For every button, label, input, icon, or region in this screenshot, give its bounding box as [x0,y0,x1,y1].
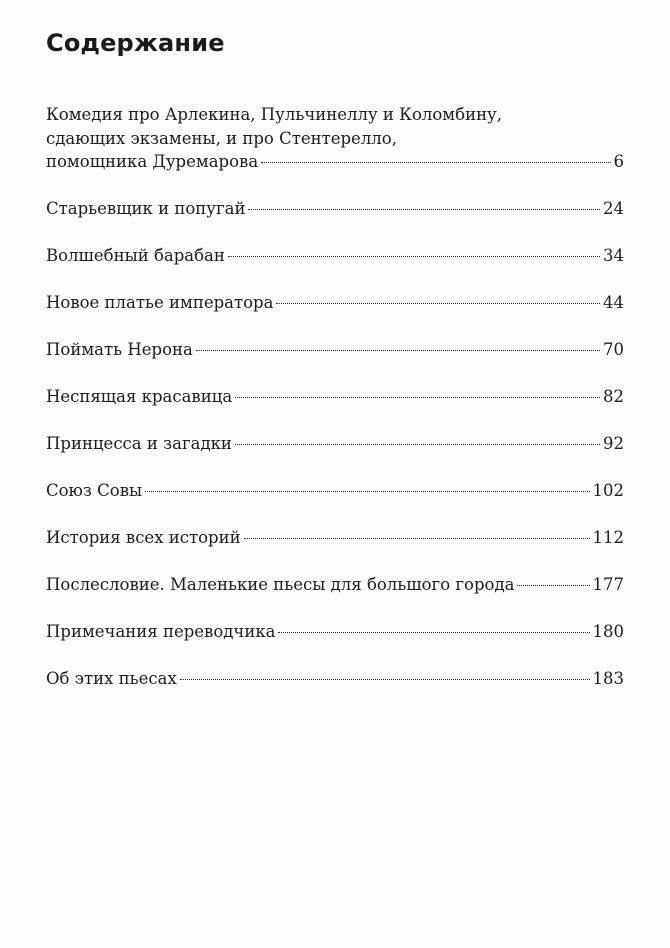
toc-entry-title: Поймать Нерона [46,340,193,359]
toc-entry[interactable] [46,103,624,174]
toc-entry[interactable] [46,432,624,456]
toc-page-number: 82 [603,387,624,406]
toc-page-number: 183 [592,669,624,688]
toc-list [46,103,624,691]
toc-page-number: 177 [592,575,624,594]
dot-leader [278,632,589,633]
toc-entry-title-line: помощника Дуремарова [46,152,259,171]
dot-leader [235,444,600,445]
toc-entry[interactable] [46,573,624,597]
toc-entry-title: Примечания переводчика [46,622,276,641]
page-title: Содержание [46,29,225,57]
toc-entry-title: Новое платье императора [46,293,274,312]
toc-page-number: 180 [592,622,624,641]
toc-page-number: 6 [613,152,624,171]
toc-entry-title: Принцесса и загадки [46,434,232,453]
toc-page-number: 34 [603,246,624,265]
toc-entry[interactable] [46,385,624,409]
dot-leader [248,209,600,210]
dot-leader [517,585,589,586]
dot-leader [180,679,590,680]
toc-entry-title-line: сдающих экзамены, и про Стентерелло, [46,128,397,148]
toc-entry-title: Неспящая красавица [46,387,233,406]
toc-entry-title: Об этих пьесах [46,669,177,688]
dot-leader [145,491,589,492]
toc-entry[interactable] [46,197,624,221]
dot-leader [244,538,590,539]
dot-leader [228,256,600,257]
toc-entry[interactable] [46,338,624,362]
dot-leader [276,303,600,304]
toc-entry[interactable] [46,526,624,550]
dot-leader [235,397,600,398]
toc-page-number: 92 [603,434,624,453]
toc-entry-title: История всех историй [46,528,241,547]
toc-entry[interactable] [46,291,624,315]
toc-entry-title: Послесловие. Маленькие пьесы для большого города [46,575,515,594]
toc-page-number: 24 [603,199,624,218]
dot-leader [196,350,600,351]
toc-page-number: 44 [603,293,624,312]
toc-page-number: 102 [592,481,624,500]
toc-entry-title-line: Комедия про Арлекина, Пульчинеллу и Коломбину, [46,105,503,124]
dot-leader [261,162,610,163]
toc-entry[interactable] [46,667,624,691]
toc-entry[interactable] [46,620,624,644]
toc-entry[interactable] [46,479,624,503]
toc-entry[interactable] [46,244,624,268]
toc-entry-title: Волшебный барабан [46,246,225,265]
toc-page-number: 112 [592,528,624,547]
toc-entry-title: Старьевщик и попугай [46,199,246,218]
toc-entry-title: Союз Совы [46,481,143,500]
toc-page-number: 70 [603,340,624,359]
